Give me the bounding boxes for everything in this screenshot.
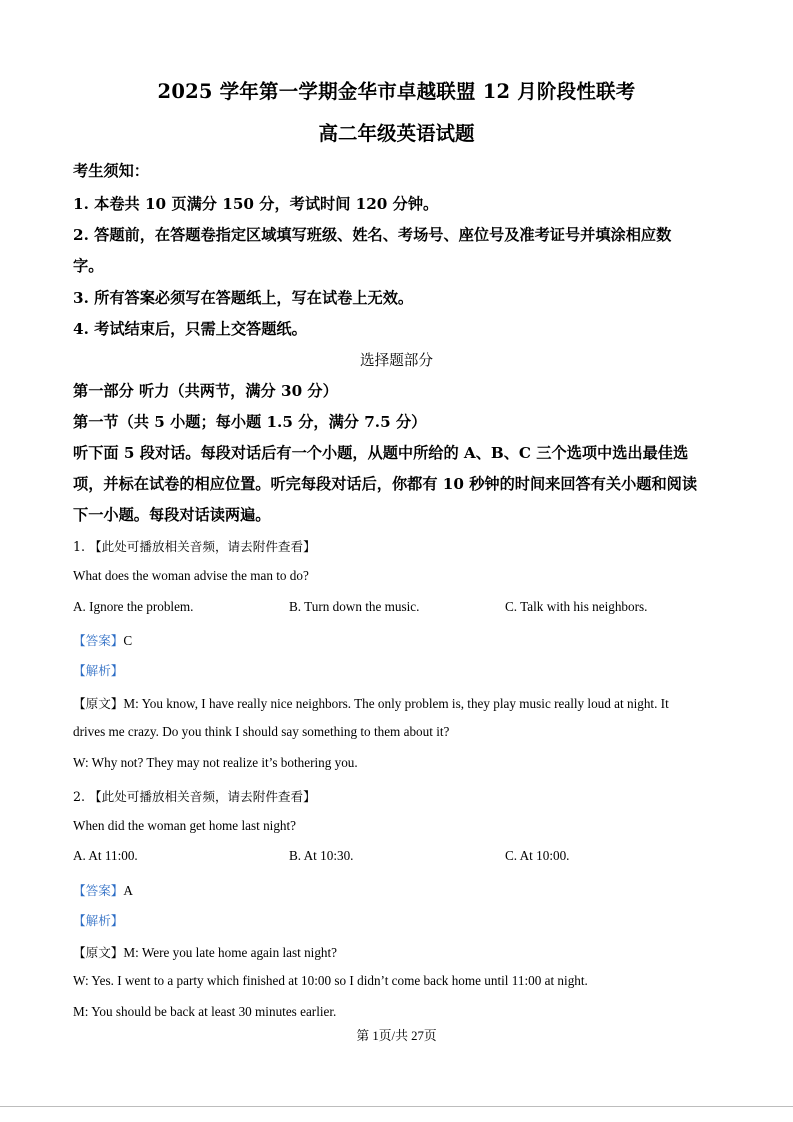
- q1-option-c: C. Talk with his neighbors.: [505, 599, 648, 614]
- instructions-line-3: 下一小题。每段对话读两遍。: [73, 506, 271, 524]
- q1-answer-value: C: [123, 633, 133, 648]
- q1-orig-tag: 【原文】: [73, 696, 124, 711]
- instructions-line-2: 项，并标在试卷的相应位置。听完每段对话后，你都有 10 秒钟的时间来回答有关小题和阅读: [73, 475, 698, 493]
- q2-answer-tag: 【答案】: [73, 883, 124, 898]
- q2-transcript-line-1: [73, 942, 337, 961]
- q1-option-a: A. Ignore the problem.: [73, 599, 194, 614]
- q2-option-b: B. At 10:30.: [289, 848, 354, 863]
- q2-option-a: A. At 11:00.: [73, 848, 138, 863]
- part-1-heading: 第一部分 听力（共两节，满分 30 分）: [73, 382, 338, 400]
- exam-title: 2025 学年第一学期金华市卓越联盟 12 月阶段性联考: [157, 80, 636, 103]
- exam-subtitle: 高二年级英语试题: [318, 122, 475, 145]
- q1-question: What does the woman advise the man to do?: [73, 568, 309, 583]
- q2-option-c: C. At 10:00.: [505, 848, 570, 863]
- q2-audio-label: 2. 【此处可播放相关音频，请去附件查看】: [73, 789, 316, 804]
- q2-transcript-line-2: W: Yes. I went to a party which finished at 10:00 so I didn’t come back home until 11:00 at night.: [73, 973, 588, 988]
- q2-orig-text-1: M: Were you late home again last night?: [123, 945, 338, 960]
- section-1-heading: 第一节（共 5 小题；每小题 1.5 分，满分 7.5 分）: [73, 413, 427, 431]
- q1-orig-text-1: M: You know, I have really nice neighbors. The only problem is, they play music really loud at night. It: [123, 696, 669, 711]
- q2-answer: [73, 880, 133, 899]
- q1-transcript-line-2: drives me crazy. Do you think I should say something to them about it?: [73, 724, 450, 739]
- q1-answer: [73, 630, 132, 649]
- instructions-line-1: 听下面 5 段对话。每段对话后有一个小题，从题中所给的 A、B、C 三个选项中选出最佳选: [73, 444, 689, 462]
- q1-transcript-line-1: [73, 693, 669, 712]
- q1-audio-label: 1. 【此处可播放相关音频，请去附件查看】: [73, 539, 316, 554]
- notice-item-4: 4. 考试结束后，只需上交答题纸。: [73, 320, 307, 338]
- q2-question: When did the woman get home last night?: [73, 818, 297, 833]
- notice-item-2-cont: 字。: [73, 257, 104, 275]
- q1-transcript-line-3: W: Why not? They may not realize it’s bothering you.: [73, 755, 358, 770]
- q2-orig-tag: 【原文】: [73, 945, 124, 960]
- section-choice-heading: 选择题部分: [360, 352, 433, 369]
- q1-option-b: B. Turn down the music.: [289, 599, 420, 614]
- q2-transcript-line-3: M: You should be back at least 30 minutes earlier.: [73, 1004, 337, 1019]
- notice-item-3: 3. 所有答案必须写在答题纸上，写在试卷上无效。: [73, 289, 414, 307]
- notice-item-2: 2. 答题前，在答题卷指定区域填写班级、姓名、考场号、座位号及准考证号并填涂相应数: [73, 226, 672, 244]
- q1-answer-tag: 【答案】: [73, 633, 124, 648]
- q2-analysis-tag: 【解析】: [73, 913, 124, 928]
- notice-item-1: 1. 本卷共 10 页满分 150 分，考试时间 120 分钟。: [73, 195, 439, 213]
- bottom-divider: [0, 1106, 793, 1107]
- page-number: 第 1页/共 27页: [356, 1029, 437, 1043]
- notice-heading: 考生须知：: [73, 162, 149, 180]
- q2-answer-value: A: [123, 883, 133, 898]
- q1-analysis-tag: 【解析】: [73, 663, 124, 678]
